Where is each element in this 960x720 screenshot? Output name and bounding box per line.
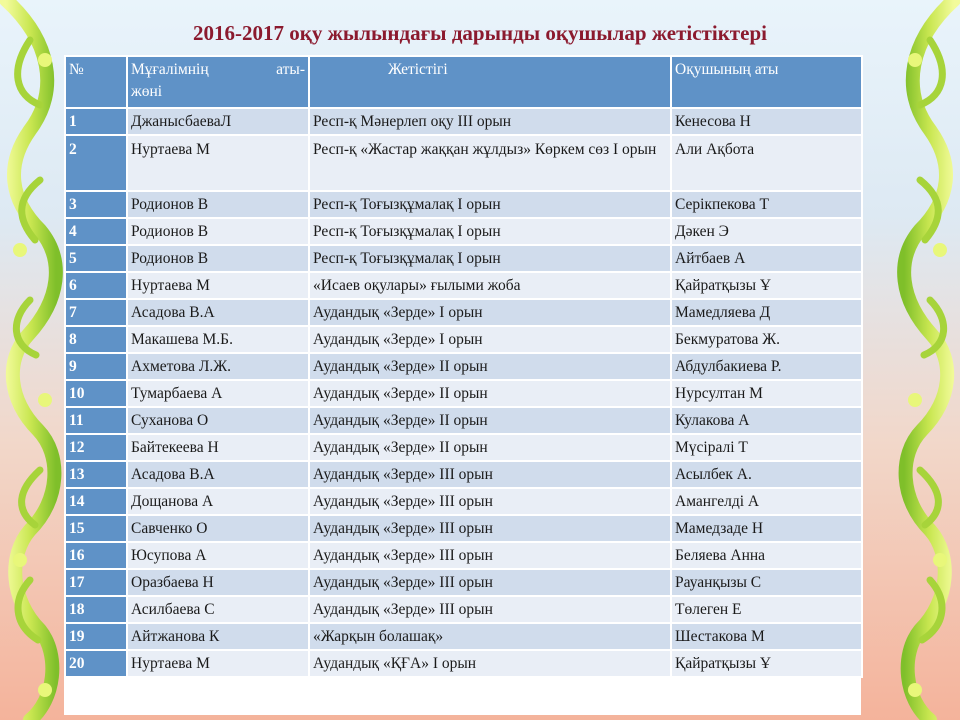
table-row <box>65 461 862 488</box>
row-number: 9 <box>65 353 127 380</box>
teacher-cell: Ахметова Л.Ж. <box>127 353 309 380</box>
table-row <box>65 135 862 191</box>
table-header-row <box>65 56 862 108</box>
achievement-cell: Респ-қ Тоғызқұмалақ І орын <box>309 191 671 218</box>
teacher-cell: Суханова О <box>127 407 309 434</box>
header-teacher <box>127 56 309 108</box>
table-row <box>65 299 862 326</box>
row-number: 8 <box>65 326 127 353</box>
row-number: 11 <box>65 407 127 434</box>
student-cell: Айтбаев А <box>671 245 862 272</box>
header-num: № <box>65 56 127 108</box>
table-row <box>65 542 862 569</box>
student-cell: Қайратқызы Ұ <box>671 650 862 677</box>
teacher-cell: Савченко О <box>127 515 309 542</box>
achievement-cell: «Исаев оқулары» ғылыми жоба <box>309 272 671 299</box>
student-cell: Мамедзаде Н <box>671 515 862 542</box>
teacher-cell: ДжанысбаеваЛ <box>127 108 309 135</box>
achievement-cell: Респ-қ Тоғызқұмалақ І орын <box>309 245 671 272</box>
teacher-cell: Оразбаева Н <box>127 569 309 596</box>
teacher-cell: Нуртаева М <box>127 135 309 191</box>
achievement-cell: Аудандық «Зерде» І орын <box>309 326 671 353</box>
achievements-table-container <box>64 55 861 715</box>
table-row <box>65 353 862 380</box>
teacher-cell: Асадова В.А <box>127 461 309 488</box>
row-number: 16 <box>65 542 127 569</box>
teacher-cell: Дощанова А <box>127 488 309 515</box>
table-row <box>65 488 862 515</box>
achievement-cell: Аудандық «Зерде» ІІ орын <box>309 407 671 434</box>
table-row <box>65 623 862 650</box>
achievement-cell: Аудандық «Зерде» ІІ орын <box>309 380 671 407</box>
achievement-cell: Респ-қ Мәнерлеп оқу ІІІ орын <box>309 108 671 135</box>
table-row <box>65 108 862 135</box>
row-number: 13 <box>65 461 127 488</box>
row-number: 20 <box>65 650 127 677</box>
student-cell: Мүсіралі Т <box>671 434 862 461</box>
student-cell: Бекмуратова Ж. <box>671 326 862 353</box>
slide-title: 2016-2017 оқу жылындағы дарынды оқушылар жетістіктері <box>193 21 767 45</box>
achievement-cell: Аудандық «Зерде» ІІІ орын <box>309 488 671 515</box>
teacher-cell: Асилбаева С <box>127 596 309 623</box>
achievement-cell: Аудандық «Зерде» ІІІ орын <box>309 596 671 623</box>
row-number: 5 <box>65 245 127 272</box>
table-row <box>65 218 862 245</box>
table-row <box>65 569 862 596</box>
achievement-cell: Аудандық «Зерде» ІІІ орын <box>309 569 671 596</box>
table-row <box>65 245 862 272</box>
row-number: 14 <box>65 488 127 515</box>
table-row <box>65 191 862 218</box>
table-row <box>65 407 862 434</box>
student-cell: Мамедляева Д <box>671 299 862 326</box>
header-achievement <box>309 56 671 108</box>
table-row <box>65 326 862 353</box>
teacher-cell: Родионов В <box>127 191 309 218</box>
row-number: 1 <box>65 108 127 135</box>
achievements-table <box>64 55 863 678</box>
table-row <box>65 650 862 677</box>
teacher-cell: Нуртаева М <box>127 272 309 299</box>
achievement-cell: Аудандық «Зерде» ІІ орын <box>309 434 671 461</box>
row-number: 15 <box>65 515 127 542</box>
table-row <box>65 272 862 299</box>
teacher-cell: Родионов В <box>127 218 309 245</box>
teacher-cell: Тумарбаева А <box>127 380 309 407</box>
student-cell: Амангелді А <box>671 488 862 515</box>
table-row <box>65 380 862 407</box>
student-cell: Кенесова Н <box>671 108 862 135</box>
achievement-cell: Аудандық «Зерде» ІІІ орын <box>309 461 671 488</box>
achievement-cell: Аудандық «Зерде» ІІІ орын <box>309 542 671 569</box>
row-number: 6 <box>65 272 127 299</box>
row-number: 2 <box>65 135 127 191</box>
student-cell: Нурсултан М <box>671 380 862 407</box>
achievement-cell: Респ-қ Тоғызқұмалақ І орын <box>309 218 671 245</box>
teacher-cell: Юсупова А <box>127 542 309 569</box>
row-number: 7 <box>65 299 127 326</box>
header-teacher-part3: жөні <box>131 83 163 100</box>
achievement-cell: Аудандық «Зерде» І орын <box>309 299 671 326</box>
table-row <box>65 596 862 623</box>
student-cell: Рауанқызы С <box>671 569 862 596</box>
achievement-cell: «Жарқын болашақ» <box>309 623 671 650</box>
teacher-cell: Макашева М.Б. <box>127 326 309 353</box>
row-number: 4 <box>65 218 127 245</box>
student-cell: Кулакова А <box>671 407 862 434</box>
achievement-cell: Аудандық «Зерде» ІІ орын <box>309 353 671 380</box>
table-body <box>65 108 862 677</box>
student-cell: Шестакова М <box>671 623 862 650</box>
header-achievement-label: Жетістігі <box>388 61 448 78</box>
row-number: 17 <box>65 569 127 596</box>
teacher-cell: Родионов В <box>127 245 309 272</box>
student-cell: Беляева Анна <box>671 542 862 569</box>
right-ornament-border <box>890 0 960 720</box>
student-cell: Асылбек А. <box>671 461 862 488</box>
table-row <box>65 515 862 542</box>
student-cell: Али Ақбота <box>671 135 862 191</box>
teacher-cell: Байтекеева Н <box>127 434 309 461</box>
row-number: 10 <box>65 380 127 407</box>
student-cell: Абдулбакиева Р. <box>671 353 862 380</box>
teacher-cell: Нуртаева М <box>127 650 309 677</box>
row-number: 18 <box>65 596 127 623</box>
header-teacher-part1: Мұғалімнің <box>131 61 209 78</box>
student-cell: Төлеген Е <box>671 596 862 623</box>
left-ornament-border <box>0 0 70 720</box>
header-student: Оқушының аты <box>671 56 862 108</box>
student-cell: Серікпекова Т <box>671 191 862 218</box>
teacher-cell: Асадова В.А <box>127 299 309 326</box>
achievement-cell: Аудандық «Зерде» ІІІ орын <box>309 515 671 542</box>
row-number: 19 <box>65 623 127 650</box>
student-cell: Қайратқызы Ұ <box>671 272 862 299</box>
table-row <box>65 434 862 461</box>
row-number: 3 <box>65 191 127 218</box>
student-cell: Дәкен Э <box>671 218 862 245</box>
achievement-cell: Респ-қ «Жастар жаққан жұлдыз» Көркем сөз І орын <box>309 135 671 191</box>
teacher-cell: Айтжанова К <box>127 623 309 650</box>
achievement-cell: Аудандық «ҚҒА» І орын <box>309 650 671 677</box>
header-teacher-part2: аты- <box>276 61 305 78</box>
row-number: 12 <box>65 434 127 461</box>
